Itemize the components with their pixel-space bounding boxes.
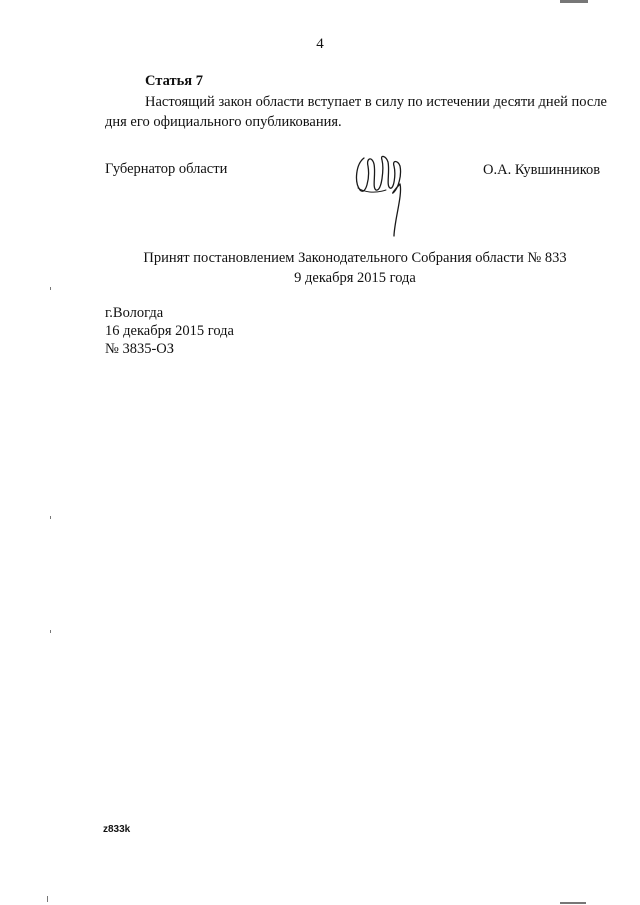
city: г.Вологда [105,305,164,321]
law-number: № 3835-ОЗ [105,341,175,357]
signature-image [350,148,410,240]
scan-mark-top [560,0,588,3]
scan-mark-left-4 [47,896,48,902]
scan-mark-left-3 [50,630,51,633]
signing-date: 16 декабря 2015 года [105,323,234,339]
governor-name: О.А. Кувшинников [483,162,601,178]
adoption-line-1: Принят постановлением Законодательного Собрания области № 833 [143,250,567,266]
place-date-block [105,304,234,358]
governor-position: Губернатор области [105,161,228,177]
page-number: 4 [316,36,324,52]
scan-mark-left-2 [50,516,51,519]
document-code: z833k [103,824,131,835]
scan-mark-left-1 [50,287,51,290]
adoption-statement [0,248,640,288]
article-heading: Статья 7 [145,73,203,89]
adoption-line-2: 9 декабря 2015 года [294,270,416,286]
scan-mark-bottom [560,902,586,904]
article-text: Настоящий закон области вступает в силу по истечении десяти дней после дня его официального опубликования. [105,94,607,130]
